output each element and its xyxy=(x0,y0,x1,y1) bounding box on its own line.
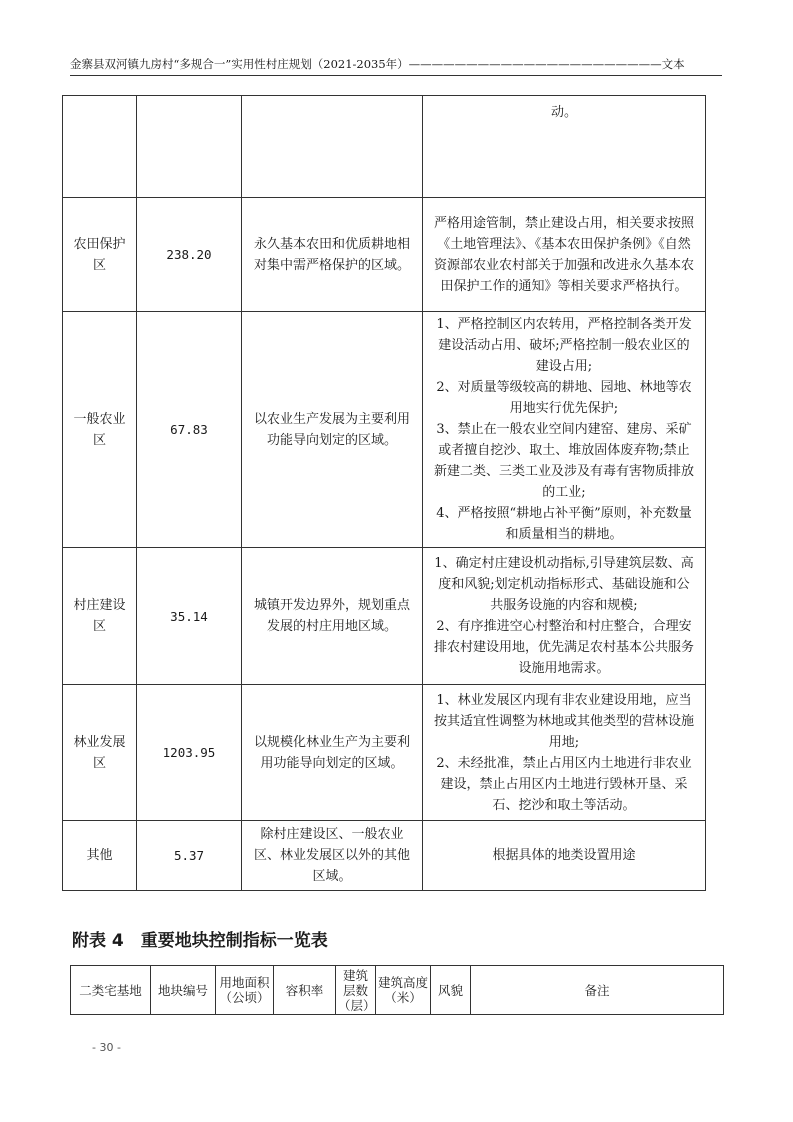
table-row xyxy=(63,96,706,198)
header-rule xyxy=(70,75,722,76)
zone-name-cell: 村庄建设区 xyxy=(63,548,137,685)
zone-area-cell: 35.14 xyxy=(137,548,242,685)
table-row xyxy=(63,821,706,891)
table-header-row xyxy=(71,966,724,1015)
zone-rule-cell: 严格用途管制，禁止建设占用，相关要求按照《土地管理法》、《基本农田保护条例》《自然资源部农业农村部关于加强和改进永久基本农田保护工作的通知》等相关要求严格执行。 xyxy=(423,198,706,312)
column-header: 容积率 xyxy=(274,966,336,1015)
zone-rule-cell: 1、林业发展区内现有非农业建设用地，应当按其适宜性调整为林地或其他类型的营林设施用地; 2、未经批准，禁止占用区内土地进行非农业建设，禁止占用区内土地进行毁林开垦、采石、挖沙和取土等活动。 xyxy=(423,685,706,821)
zone-rule-cell: 动。 xyxy=(423,96,706,198)
column-header: 地块编号 xyxy=(151,966,216,1015)
zone-name-cell: 一般农业区 xyxy=(63,312,137,548)
column-header: 风貌 xyxy=(431,966,471,1015)
zone-desc-cell: 永久基本农田和优质耕地相对集中需严格保护的区域。 xyxy=(242,198,423,312)
column-header: 备注 xyxy=(471,966,724,1015)
zone-rule-cell: 1、严格控制区内农转用，严格控制各类开发建设活动占用、破坏;严格控制一般农业区的建设占用; 2、对质量等级较高的耕地、园地、林地等农用地实行优先保护; 3、禁止在一般农业空间内建窑、建房、采矿或者擅自挖沙、取土、堆放固体废弃物;禁止新建二类、三类工业及涉及有毒有害物质排放的工业; 4、严格按照“耕地占补平衡”原则，补充数量和质量相当的耕地。 xyxy=(423,312,706,548)
zone-desc-cell: 以农业生产发展为主要利用功能导向划定的区域。 xyxy=(242,312,423,548)
table-row xyxy=(63,548,706,685)
zone-desc-cell: 城镇开发边界外，规划重点发展的村庄用地区域。 xyxy=(242,548,423,685)
column-header: 建筑层数（层） xyxy=(336,966,376,1015)
zone-area-cell: 5.37 xyxy=(137,821,242,891)
zone-desc-cell: 以规模化林业生产为主要利用功能导向划定的区域。 xyxy=(242,685,423,821)
table-row xyxy=(63,312,706,548)
zone-area-cell: 67.83 xyxy=(137,312,242,548)
zone-area-cell: 238.20 xyxy=(137,198,242,312)
table-row xyxy=(63,685,706,821)
zone-name-cell: 林业发展区 xyxy=(63,685,137,821)
table-row xyxy=(63,198,706,312)
zone-control-table xyxy=(62,95,706,891)
section-title: 附表 4 重要地块控制指标一览表 xyxy=(72,931,328,951)
zone-rule-cell: 1、确定村庄建设机动指标,引导建筑层数、高度和风貌;划定机动指标形式、基础设施和公共服务设施的内容和规模; 2、有序推进空心村整治和村庄整合，合理安排农村建设用地，优先满足农村基本公共服务设施用地需求。 xyxy=(423,548,706,685)
zone-desc-cell xyxy=(242,96,423,198)
plot-control-table xyxy=(70,965,724,1015)
zone-name-cell xyxy=(63,96,137,198)
page-number: - 30 - xyxy=(92,1041,121,1054)
zone-area-cell: 1203.95 xyxy=(137,685,242,821)
column-header: 用地面积（公顷） xyxy=(216,966,274,1015)
column-header: 二类宅基地 xyxy=(71,966,151,1015)
zone-area-cell xyxy=(137,96,242,198)
zone-name-cell: 农田保护区 xyxy=(63,198,137,312)
column-header: 建筑高度（米） xyxy=(376,966,431,1015)
page-header: 金寨县双河镇九房村“多规合一”实用性村庄规划（2021-2035年）——————————————————————文本 xyxy=(70,57,685,71)
zone-rule-cell: 根据具体的地类设置用途 xyxy=(423,821,706,891)
zone-name-cell: 其他 xyxy=(63,821,137,891)
zone-desc-cell: 除村庄建设区、一般农业区、林业发展区以外的其他区域。 xyxy=(242,821,423,891)
